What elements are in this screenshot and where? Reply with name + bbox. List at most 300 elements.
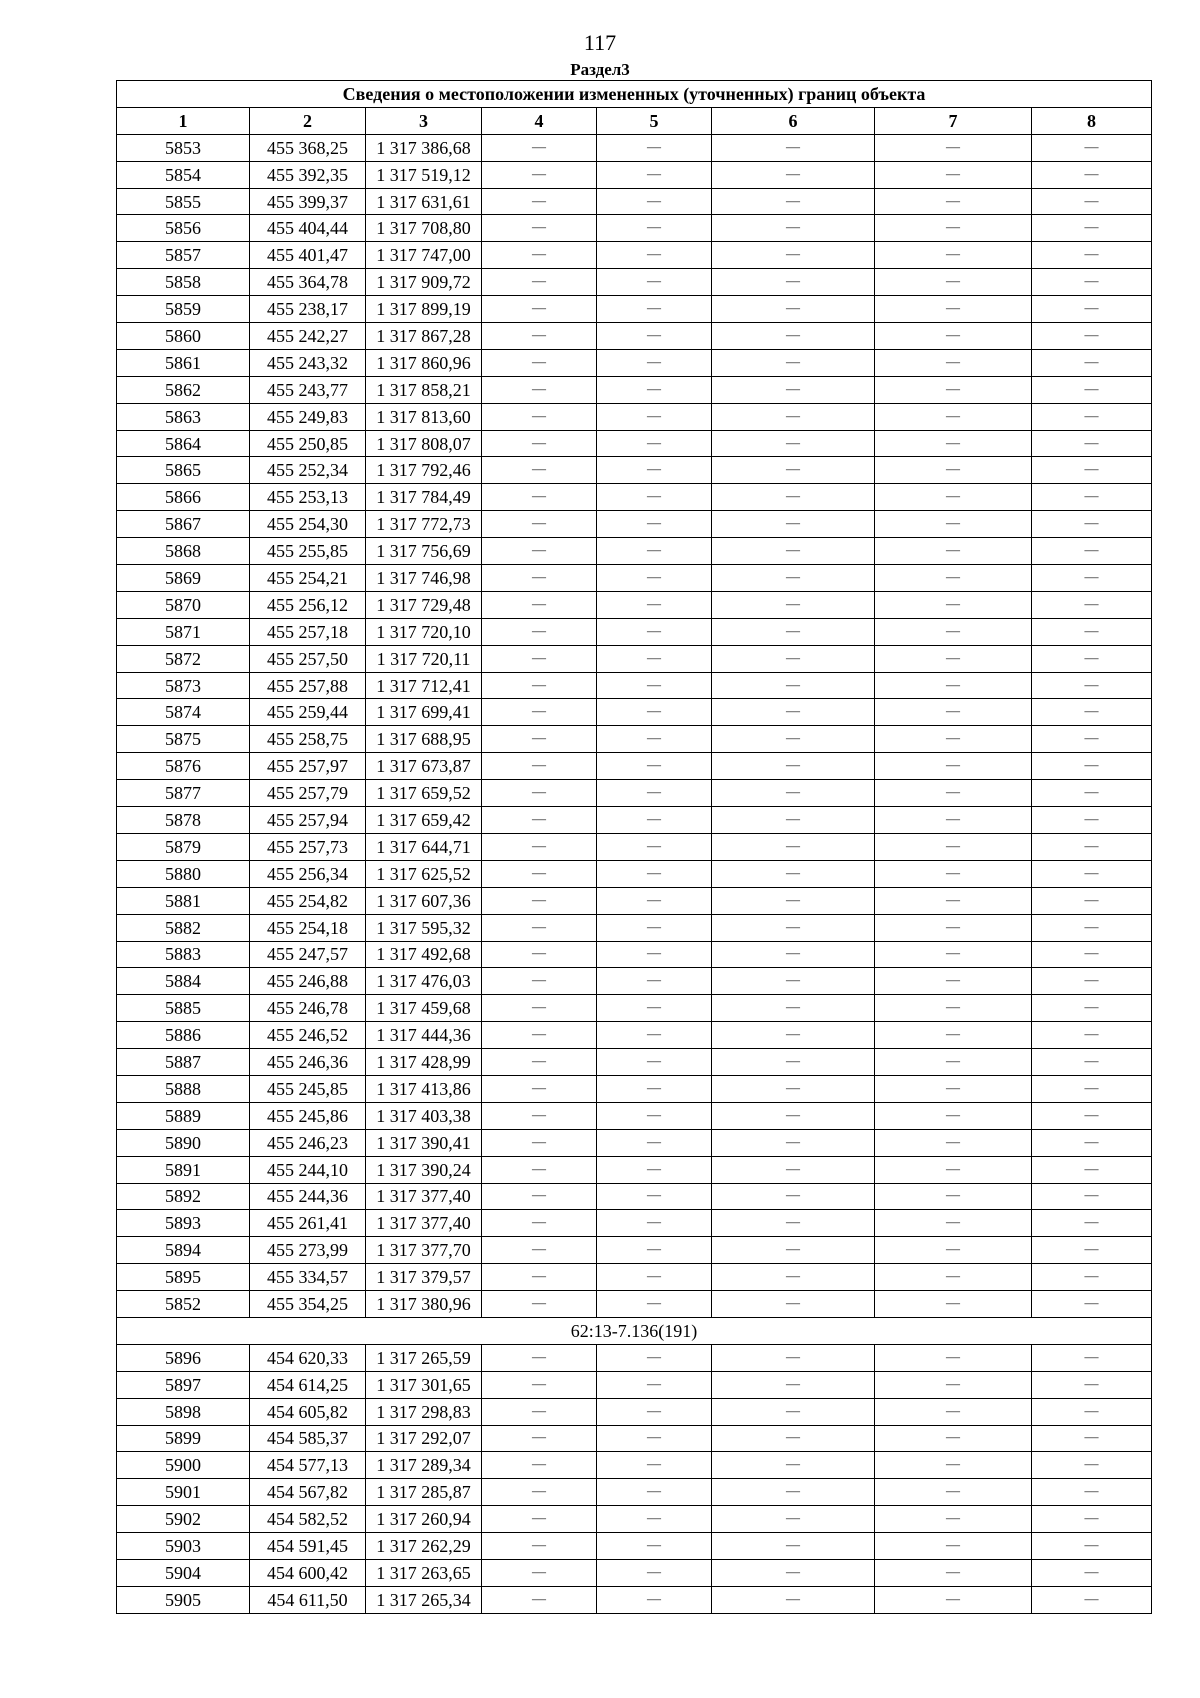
y-coordinate: 1 317 390,24 (366, 1156, 482, 1183)
empty-dash-cell: — (712, 833, 875, 860)
empty-dash-cell: — (712, 1398, 875, 1425)
y-coordinate: 1 317 459,68 (366, 995, 482, 1022)
y-coordinate: 1 317 860,96 (366, 349, 482, 376)
empty-dash-cell: — (597, 1398, 712, 1425)
x-coordinate: 455 257,94 (250, 807, 366, 834)
point-number: 5858 (117, 269, 250, 296)
empty-dash-cell: — (597, 1210, 712, 1237)
empty-dash-cell: — (1032, 833, 1152, 860)
empty-dash-cell: — (1032, 1586, 1152, 1613)
empty-dash-cell: — (712, 161, 875, 188)
table-row (117, 780, 1152, 807)
empty-dash-cell: — (482, 1586, 597, 1613)
y-coordinate: 1 317 659,42 (366, 807, 482, 834)
empty-dash-cell: — (1032, 1022, 1152, 1049)
table-row (117, 457, 1152, 484)
empty-dash-cell: — (712, 1264, 875, 1291)
table-row (117, 1479, 1152, 1506)
empty-dash-cell: — (875, 1210, 1032, 1237)
table-row (117, 1425, 1152, 1452)
empty-dash-cell: — (597, 1452, 712, 1479)
empty-dash-cell: — (875, 323, 1032, 350)
x-coordinate: 455 254,21 (250, 565, 366, 592)
empty-dash-cell: — (597, 1506, 712, 1533)
empty-dash-cell: — (1032, 591, 1152, 618)
x-coordinate: 455 257,79 (250, 780, 366, 807)
point-number: 5887 (117, 1049, 250, 1076)
table-row (117, 1075, 1152, 1102)
empty-dash-cell: — (712, 511, 875, 538)
point-number: 5857 (117, 242, 250, 269)
empty-dash-cell: — (597, 753, 712, 780)
empty-dash-cell: — (875, 860, 1032, 887)
empty-dash-cell: — (1032, 914, 1152, 941)
empty-dash-cell: — (482, 807, 597, 834)
empty-dash-cell: — (1032, 1559, 1152, 1586)
empty-dash-cell: — (712, 1479, 875, 1506)
column-number: 5 (597, 107, 712, 134)
empty-dash-cell: — (875, 699, 1032, 726)
empty-dash-cell: — (712, 457, 875, 484)
empty-dash-cell: — (597, 833, 712, 860)
point-number: 5889 (117, 1102, 250, 1129)
empty-dash-cell: — (712, 807, 875, 834)
empty-dash-cell: — (875, 188, 1032, 215)
empty-dash-cell: — (482, 914, 597, 941)
table-row (117, 1398, 1152, 1425)
x-coordinate: 455 245,86 (250, 1102, 366, 1129)
point-number: 5853 (117, 134, 250, 161)
empty-dash-cell: — (1032, 941, 1152, 968)
empty-dash-cell: — (1032, 1344, 1152, 1371)
y-coordinate: 1 317 260,94 (366, 1506, 482, 1533)
empty-dash-cell: — (597, 349, 712, 376)
empty-dash-cell: — (875, 1479, 1032, 1506)
empty-dash-cell: — (1032, 1371, 1152, 1398)
boundary-coordinates-table (116, 80, 1152, 1614)
empty-dash-cell: — (597, 1479, 712, 1506)
empty-dash-cell: — (1032, 1425, 1152, 1452)
y-coordinate: 1 317 858,21 (366, 376, 482, 403)
table-row (117, 349, 1152, 376)
empty-dash-cell: — (1032, 968, 1152, 995)
table-row (117, 269, 1152, 296)
empty-dash-cell: — (482, 591, 597, 618)
empty-dash-cell: — (597, 1533, 712, 1560)
table-row (117, 645, 1152, 672)
y-coordinate: 1 317 772,73 (366, 511, 482, 538)
empty-dash-cell: — (712, 618, 875, 645)
empty-dash-cell: — (597, 134, 712, 161)
point-number: 5894 (117, 1237, 250, 1264)
point-number: 5882 (117, 914, 250, 941)
empty-dash-cell: — (875, 1452, 1032, 1479)
empty-dash-cell: — (482, 1344, 597, 1371)
table-row (117, 1559, 1152, 1586)
empty-dash-cell: — (482, 1183, 597, 1210)
empty-dash-cell: — (1032, 807, 1152, 834)
y-coordinate: 1 317 699,41 (366, 699, 482, 726)
empty-dash-cell: — (875, 1425, 1032, 1452)
point-number: 5892 (117, 1183, 250, 1210)
point-number: 5868 (117, 538, 250, 565)
empty-dash-cell: — (875, 645, 1032, 672)
empty-dash-cell: — (482, 1398, 597, 1425)
empty-dash-cell: — (875, 914, 1032, 941)
page-number: 117 (583, 30, 617, 55)
empty-dash-cell: — (482, 1102, 597, 1129)
table-row (117, 1183, 1152, 1210)
empty-dash-cell: — (875, 538, 1032, 565)
empty-dash-cell: — (712, 914, 875, 941)
empty-dash-cell: — (875, 1075, 1032, 1102)
x-coordinate: 454 582,52 (250, 1506, 366, 1533)
point-number: 5867 (117, 511, 250, 538)
group-b-rows (117, 1344, 1152, 1613)
empty-dash-cell: — (482, 296, 597, 323)
point-number: 5898 (117, 1398, 250, 1425)
x-coordinate: 455 244,36 (250, 1183, 366, 1210)
point-number: 5854 (117, 161, 250, 188)
empty-dash-cell: — (875, 430, 1032, 457)
point-number: 5901 (117, 1479, 250, 1506)
table-row (117, 914, 1152, 941)
empty-dash-cell: — (712, 753, 875, 780)
empty-dash-cell: — (597, 296, 712, 323)
empty-dash-cell: — (1032, 215, 1152, 242)
point-number: 5866 (117, 484, 250, 511)
empty-dash-cell: — (597, 887, 712, 914)
empty-dash-cell: — (482, 1479, 597, 1506)
y-coordinate: 1 317 756,69 (366, 538, 482, 565)
empty-dash-cell: — (875, 995, 1032, 1022)
empty-dash-cell: — (597, 430, 712, 457)
empty-dash-cell: — (1032, 134, 1152, 161)
empty-dash-cell: — (482, 995, 597, 1022)
empty-dash-cell: — (712, 1102, 875, 1129)
empty-dash-cell: — (875, 511, 1032, 538)
empty-dash-cell: — (482, 1452, 597, 1479)
section-label: Раздел3 (570, 60, 630, 79)
empty-dash-cell: — (482, 672, 597, 699)
empty-dash-cell: — (482, 1371, 597, 1398)
empty-dash-cell: — (712, 1425, 875, 1452)
empty-dash-cell: — (712, 995, 875, 1022)
empty-dash-cell: — (875, 1183, 1032, 1210)
x-coordinate: 455 243,32 (250, 349, 366, 376)
empty-dash-cell: — (482, 1129, 597, 1156)
empty-dash-cell: — (1032, 1264, 1152, 1291)
empty-dash-cell: — (875, 780, 1032, 807)
empty-dash-cell: — (1032, 376, 1152, 403)
empty-dash-cell: — (875, 1371, 1032, 1398)
empty-dash-cell: — (712, 1237, 875, 1264)
y-coordinate: 1 317 729,48 (366, 591, 482, 618)
empty-dash-cell: — (1032, 511, 1152, 538)
y-coordinate: 1 317 644,71 (366, 833, 482, 860)
empty-dash-cell: — (482, 242, 597, 269)
empty-dash-cell: — (597, 215, 712, 242)
empty-dash-cell: — (1032, 349, 1152, 376)
empty-dash-cell: — (875, 242, 1032, 269)
x-coordinate: 455 250,85 (250, 430, 366, 457)
x-coordinate: 454 620,33 (250, 1344, 366, 1371)
empty-dash-cell: — (875, 753, 1032, 780)
point-number: 5905 (117, 1586, 250, 1613)
table-row (117, 1156, 1152, 1183)
y-coordinate: 1 317 380,96 (366, 1291, 482, 1318)
empty-dash-cell: — (1032, 1291, 1152, 1318)
x-coordinate: 455 257,73 (250, 833, 366, 860)
empty-dash-cell: — (597, 1156, 712, 1183)
point-number: 5895 (117, 1264, 250, 1291)
empty-dash-cell: — (597, 1371, 712, 1398)
empty-dash-cell: — (875, 134, 1032, 161)
point-number: 5897 (117, 1371, 250, 1398)
point-number: 5864 (117, 430, 250, 457)
empty-dash-cell: — (482, 430, 597, 457)
point-number: 5860 (117, 323, 250, 350)
empty-dash-cell: — (482, 645, 597, 672)
empty-dash-cell: — (482, 457, 597, 484)
empty-dash-cell: — (1032, 860, 1152, 887)
empty-dash-cell: — (1032, 645, 1152, 672)
table-row (117, 1291, 1152, 1318)
table-row (117, 1022, 1152, 1049)
x-coordinate: 454 600,42 (250, 1559, 366, 1586)
x-coordinate: 455 246,88 (250, 968, 366, 995)
empty-dash-cell: — (712, 1075, 875, 1102)
empty-dash-cell: — (482, 1022, 597, 1049)
empty-dash-cell: — (875, 349, 1032, 376)
point-number: 5890 (117, 1129, 250, 1156)
point-number: 5877 (117, 780, 250, 807)
x-coordinate: 455 245,85 (250, 1075, 366, 1102)
empty-dash-cell: — (1032, 1479, 1152, 1506)
empty-dash-cell: — (875, 1129, 1032, 1156)
table-row (117, 1049, 1152, 1076)
x-coordinate: 455 246,36 (250, 1049, 366, 1076)
y-coordinate: 1 317 746,98 (366, 565, 482, 592)
table-row (117, 699, 1152, 726)
table-row (117, 1344, 1152, 1371)
empty-dash-cell: — (482, 1156, 597, 1183)
empty-dash-cell: — (482, 134, 597, 161)
empty-dash-cell: — (712, 1049, 875, 1076)
empty-dash-cell: — (1032, 457, 1152, 484)
table-row (117, 484, 1152, 511)
x-coordinate: 455 253,13 (250, 484, 366, 511)
empty-dash-cell: — (597, 1075, 712, 1102)
empty-dash-cell: — (712, 1022, 875, 1049)
x-coordinate: 455 354,25 (250, 1291, 366, 1318)
point-number: 5884 (117, 968, 250, 995)
point-number: 5861 (117, 349, 250, 376)
point-number: 5900 (117, 1452, 250, 1479)
x-coordinate: 455 399,37 (250, 188, 366, 215)
empty-dash-cell: — (597, 403, 712, 430)
empty-dash-cell: — (1032, 1129, 1152, 1156)
x-coordinate: 455 246,52 (250, 1022, 366, 1049)
x-coordinate: 455 249,83 (250, 403, 366, 430)
x-coordinate: 455 254,82 (250, 887, 366, 914)
empty-dash-cell: — (482, 269, 597, 296)
empty-dash-cell: — (712, 242, 875, 269)
group-label-row (117, 1317, 1152, 1344)
table-row (117, 323, 1152, 350)
empty-dash-cell: — (712, 215, 875, 242)
table-row (117, 430, 1152, 457)
empty-dash-cell: — (1032, 269, 1152, 296)
empty-dash-cell: — (597, 968, 712, 995)
empty-dash-cell: — (712, 1210, 875, 1237)
empty-dash-cell: — (482, 699, 597, 726)
empty-dash-cell: — (1032, 1210, 1152, 1237)
empty-dash-cell: — (1032, 484, 1152, 511)
table-row (117, 672, 1152, 699)
table-row (117, 833, 1152, 860)
x-coordinate: 455 244,10 (250, 1156, 366, 1183)
empty-dash-cell: — (597, 538, 712, 565)
empty-dash-cell: — (597, 1425, 712, 1452)
empty-dash-cell: — (597, 1102, 712, 1129)
empty-dash-cell: — (597, 672, 712, 699)
empty-dash-cell: — (1032, 1183, 1152, 1210)
empty-dash-cell: — (1032, 1452, 1152, 1479)
table-row (117, 1264, 1152, 1291)
empty-dash-cell: — (875, 1291, 1032, 1318)
empty-dash-cell: — (482, 1559, 597, 1586)
empty-dash-cell: — (1032, 699, 1152, 726)
empty-dash-cell: — (712, 376, 875, 403)
y-coordinate: 1 317 813,60 (366, 403, 482, 430)
table-row (117, 296, 1152, 323)
column-number: 3 (366, 107, 482, 134)
empty-dash-cell: — (712, 538, 875, 565)
empty-dash-cell: — (875, 1237, 1032, 1264)
empty-dash-cell: — (875, 1559, 1032, 1586)
y-coordinate: 1 317 428,99 (366, 1049, 482, 1076)
table-row (117, 618, 1152, 645)
x-coordinate: 455 255,85 (250, 538, 366, 565)
empty-dash-cell: — (712, 430, 875, 457)
empty-dash-cell: — (712, 699, 875, 726)
empty-dash-cell: — (1032, 1237, 1152, 1264)
empty-dash-cell: — (1032, 188, 1152, 215)
y-coordinate: 1 317 444,36 (366, 1022, 482, 1049)
point-number: 5881 (117, 887, 250, 914)
empty-dash-cell: — (1032, 1156, 1152, 1183)
empty-dash-cell: — (1032, 296, 1152, 323)
empty-dash-cell: — (597, 618, 712, 645)
empty-dash-cell: — (482, 349, 597, 376)
empty-dash-cell: — (482, 618, 597, 645)
empty-dash-cell: — (875, 1586, 1032, 1613)
empty-dash-cell: — (712, 1559, 875, 1586)
point-number: 5891 (117, 1156, 250, 1183)
empty-dash-cell: — (712, 565, 875, 592)
empty-dash-cell: — (875, 1506, 1032, 1533)
table-row (117, 1506, 1152, 1533)
empty-dash-cell: — (597, 511, 712, 538)
empty-dash-cell: — (597, 780, 712, 807)
y-coordinate: 1 317 377,70 (366, 1237, 482, 1264)
empty-dash-cell: — (712, 323, 875, 350)
point-number: 5871 (117, 618, 250, 645)
empty-dash-cell: — (875, 618, 1032, 645)
empty-dash-cell: — (482, 780, 597, 807)
y-coordinate: 1 317 595,32 (366, 914, 482, 941)
x-coordinate: 455 257,50 (250, 645, 366, 672)
column-number: 6 (712, 107, 875, 134)
point-number: 5852 (117, 1291, 250, 1318)
point-number: 5870 (117, 591, 250, 618)
point-number: 5855 (117, 188, 250, 215)
point-number: 5885 (117, 995, 250, 1022)
empty-dash-cell: — (712, 1533, 875, 1560)
empty-dash-cell: — (597, 323, 712, 350)
empty-dash-cell: — (1032, 430, 1152, 457)
column-number: 2 (250, 107, 366, 134)
empty-dash-cell: — (875, 1398, 1032, 1425)
empty-dash-cell: — (597, 188, 712, 215)
y-coordinate: 1 317 403,38 (366, 1102, 482, 1129)
empty-dash-cell: — (482, 1210, 597, 1237)
empty-dash-cell: — (712, 134, 875, 161)
empty-dash-cell: — (482, 1506, 597, 1533)
empty-dash-cell: — (875, 1264, 1032, 1291)
x-coordinate: 455 238,17 (250, 296, 366, 323)
y-coordinate: 1 317 659,52 (366, 780, 482, 807)
point-number: 5874 (117, 699, 250, 726)
y-coordinate: 1 317 792,46 (366, 457, 482, 484)
table-row (117, 1102, 1152, 1129)
table-row (117, 941, 1152, 968)
empty-dash-cell: — (597, 376, 712, 403)
empty-dash-cell: — (875, 484, 1032, 511)
x-coordinate: 455 257,97 (250, 753, 366, 780)
table-row (117, 1452, 1152, 1479)
y-coordinate: 1 317 808,07 (366, 430, 482, 457)
table-row (117, 538, 1152, 565)
x-coordinate: 454 585,37 (250, 1425, 366, 1452)
point-number: 5875 (117, 726, 250, 753)
y-coordinate: 1 317 298,83 (366, 1398, 482, 1425)
y-coordinate: 1 317 712,41 (366, 672, 482, 699)
x-coordinate: 455 256,34 (250, 860, 366, 887)
x-coordinate: 455 246,78 (250, 995, 366, 1022)
empty-dash-cell: — (712, 1291, 875, 1318)
empty-dash-cell: — (712, 780, 875, 807)
empty-dash-cell: — (482, 511, 597, 538)
table-row (117, 376, 1152, 403)
x-coordinate: 454 591,45 (250, 1533, 366, 1560)
empty-dash-cell: — (482, 860, 597, 887)
group-a-rows (117, 134, 1152, 1317)
empty-dash-cell: — (875, 215, 1032, 242)
y-coordinate: 1 317 492,68 (366, 941, 482, 968)
empty-dash-cell: — (712, 591, 875, 618)
y-coordinate: 1 317 899,19 (366, 296, 482, 323)
empty-dash-cell: — (1032, 242, 1152, 269)
empty-dash-cell: — (482, 887, 597, 914)
empty-dash-cell: — (712, 1371, 875, 1398)
x-coordinate: 455 247,57 (250, 941, 366, 968)
x-coordinate: 455 254,18 (250, 914, 366, 941)
point-number: 5899 (117, 1425, 250, 1452)
empty-dash-cell: — (482, 1291, 597, 1318)
empty-dash-cell: — (482, 188, 597, 215)
